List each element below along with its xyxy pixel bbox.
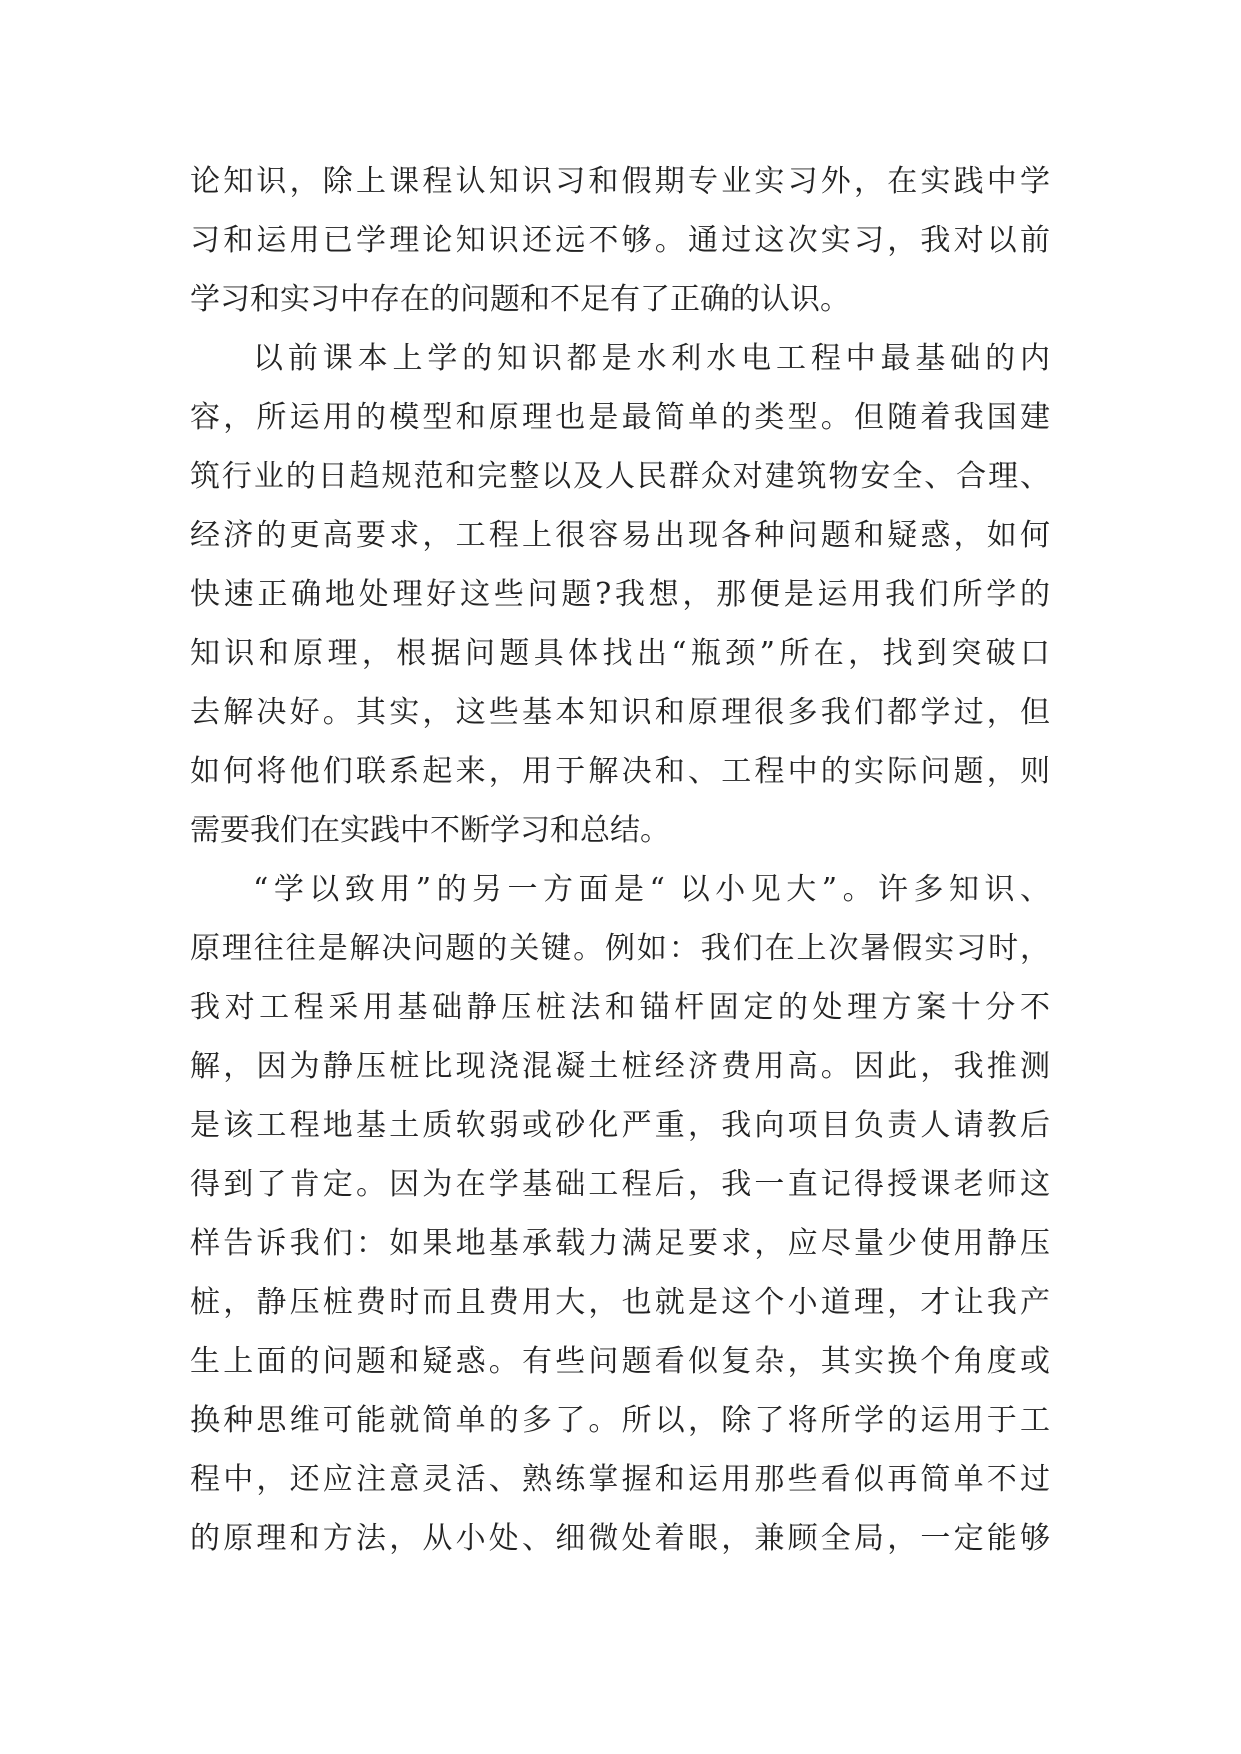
paragraph-3 — [190, 860, 1050, 1568]
text-line: 快速正确地处理好这些问题?我想，那便是运用我们所学的 — [190, 577, 1050, 612]
paragraph-1 — [190, 152, 1050, 329]
text-line: 的原理和方法，从小处、细微处着眼，兼顾全局，一定能够 — [190, 1521, 1050, 1556]
text-line: 生上面的问题和疑惑。有些问题看似复杂，其实换个角度或 — [190, 1344, 1050, 1379]
text-line: 如何将他们联系起来，用于解决和、工程中的实际问题，则 — [190, 754, 1050, 789]
document-body — [190, 152, 1050, 1568]
text-line: 桩，静压桩费时而且费用大，也就是这个小道理，才让我产 — [190, 1285, 1050, 1320]
text-line: 经济的更高要求，工程上很容易出现各种问题和疑惑，如何 — [190, 518, 1050, 553]
paragraph-2 — [190, 329, 1050, 860]
text-line: 筑行业的日趋规范和完整以及人民群众对建筑物安全、合理、 — [190, 459, 1050, 494]
text-line: “学以致用”的另一方面是“ 以小见大”。许多知识、 — [253, 872, 1050, 907]
text-line: 习和运用已学理论知识还远不够。通过这次实习，我对以前 — [190, 223, 1050, 258]
text-line: 知识和原理，根据问题具体找出“瓶颈”所在，找到突破口 — [190, 636, 1050, 671]
text-line: 我对工程采用基础静压桩法和锚杆固定的处理方案十分不 — [190, 990, 1050, 1025]
text-line: 换种思维可能就简单的多了。所以，除了将所学的运用于工 — [190, 1403, 1050, 1438]
text-line: 学习和实习中存在的问题和不足有了正确的认识。 — [190, 282, 850, 317]
text-line: 去解决好。其实，这些基本知识和原理很多我们都学过，但 — [190, 695, 1050, 730]
text-line: 以前课本上学的知识都是水利水电工程中最基础的内 — [253, 341, 1050, 376]
text-line: 论知识，除上课程认知识习和假期专业实习外，在实践中学 — [190, 164, 1050, 199]
text-line: 样告诉我们：如果地基承载力满足要求，应尽量少使用静压 — [190, 1226, 1050, 1261]
text-line: 解，因为静压桩比现浇混凝土桩经济费用高。因此，我推测 — [190, 1049, 1050, 1084]
text-line: 原理往往是解决问题的关键。例如：我们在上次暑假实习时， — [190, 931, 1050, 966]
text-line: 得到了肯定。因为在学基础工程后，我一直记得授课老师这 — [190, 1167, 1050, 1202]
text-line: 程中，还应注意灵活、熟练掌握和运用那些看似再简单不过 — [190, 1462, 1050, 1497]
text-line: 是该工程地基土质软弱或砂化严重，我向项目负责人请教后 — [190, 1108, 1050, 1143]
text-line: 需要我们在实践中不断学习和总结。 — [190, 813, 670, 848]
text-line: 容，所运用的模型和原理也是最简单的类型。但随着我国建 — [190, 400, 1050, 435]
